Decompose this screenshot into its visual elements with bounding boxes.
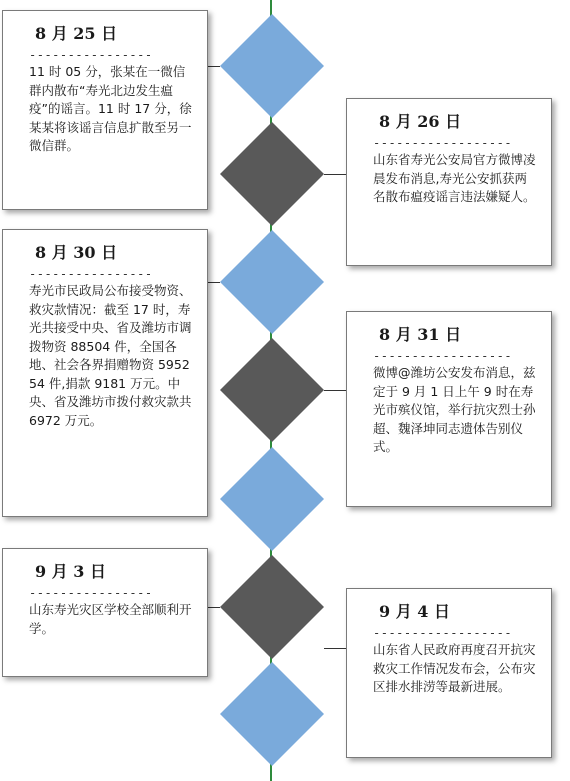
event-description: 山东省寿光公安局官方微博凌晨发布消息,寿光公安抓获两名散布瘟疫谣言违法嫌疑人。 xyxy=(373,152,536,204)
event-description: 山东寿光灾区学校全部顺利开学。 xyxy=(29,602,192,636)
timeline-marker-5 xyxy=(220,447,324,551)
timeline-marker-2 xyxy=(220,122,324,226)
event-divider: ---------------- xyxy=(29,268,153,280)
event-date: 8 月 30 日 xyxy=(35,243,118,262)
event-date: 8 月 25 日 xyxy=(35,24,118,43)
event-date: 8 月 31 日 xyxy=(379,325,462,344)
event-description: 微博@潍坊公安发布消息，兹定于 9 月 1 日上午 9 时在寿光市殡仪馆，举行抗灾烈士孙超、魏泽坤同志遗体告别仪式。 xyxy=(373,365,536,454)
event-card-aug31 xyxy=(346,311,552,507)
event-description: 山东省人民政府再度召开抗灾救灾工作情况发布会，公布灾区排水排涝等最新进展。 xyxy=(373,642,536,694)
event-card-aug30 xyxy=(2,229,208,517)
timeline-marker-1 xyxy=(220,14,324,118)
event-date: 9 月 4 日 xyxy=(379,602,450,621)
event-card-sep3 xyxy=(2,548,208,677)
timeline-marker-7 xyxy=(220,662,324,766)
event-date: 9 月 3 日 xyxy=(35,562,106,581)
event-description: 寿光市民政局公布接受物资、救灾款情况：截至 17 时，寿光共接受中央、省及潍坊市调拨物资 88504 件，全国各地、社会各界捐赠物资 595254 件,捐款 9181 万元。中央、省及潍坊市拨付救灾款共 6972 万元。 xyxy=(29,283,192,428)
event-date: 8 月 26 日 xyxy=(379,112,462,131)
event-divider: ------------------ xyxy=(373,627,513,639)
timeline-marker-3 xyxy=(220,230,324,334)
event-description: 11 时 05 分，张某在一微信群内散布“寿光北边发生瘟疫”的谣言。11 时 17 分，徐某某将该谣言信息扩散至另一微信群。 xyxy=(29,64,192,153)
connector-4 xyxy=(324,390,346,391)
event-divider: ---------------- xyxy=(29,49,153,61)
connector-1 xyxy=(207,66,220,67)
timeline-marker-4 xyxy=(220,338,324,442)
timeline-marker-6 xyxy=(220,555,324,659)
event-card-sep4 xyxy=(346,588,552,758)
connector-5 xyxy=(207,607,220,608)
connector-3 xyxy=(207,282,220,283)
event-card-aug25 xyxy=(2,10,208,210)
event-card-aug26 xyxy=(346,98,552,266)
event-divider: ------------------ xyxy=(373,350,513,362)
event-divider: ---------------- xyxy=(29,587,153,599)
connector-6 xyxy=(324,648,346,649)
connector-2 xyxy=(324,174,346,175)
event-divider: ------------------ xyxy=(373,137,513,149)
